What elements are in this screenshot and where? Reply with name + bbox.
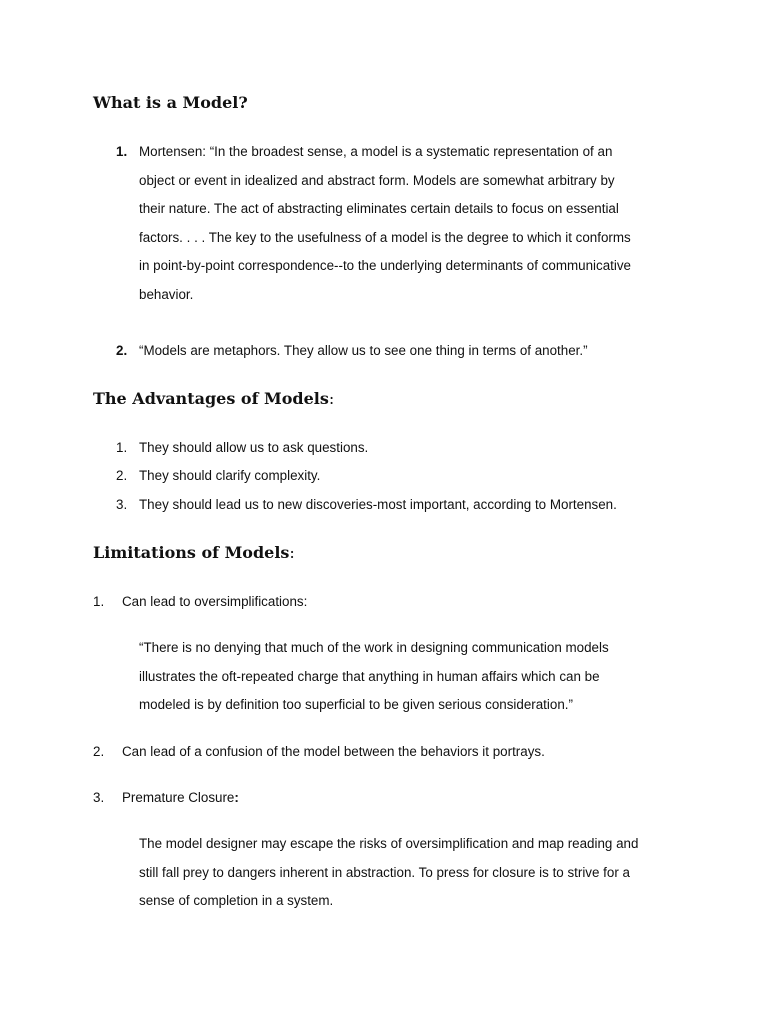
text-line: “There is no denying that much of the work in designing communication models	[139, 640, 609, 655]
heading-colon: :	[328, 389, 335, 408]
list-number: 2.	[116, 343, 128, 358]
text-line: behavior.	[139, 286, 194, 302]
list-item	[122, 784, 682, 813]
heading-colon: :	[289, 543, 295, 562]
list-item: They should allow us to ask questions.	[139, 440, 369, 455]
list-number: 1.	[93, 594, 105, 609]
mortensen-definition	[139, 138, 674, 309]
oversimplification-quote	[139, 634, 674, 720]
metaphor-quote: “Models are metaphors. They allow us to see one thing in terms of another.”	[139, 343, 588, 358]
text-line: factors. . . . The key to the usefulness of a model is the degree to which it conforms	[139, 229, 631, 245]
list-number: 3.	[93, 790, 105, 805]
list-number: 1.	[116, 144, 128, 159]
list-number: 2.	[93, 744, 105, 759]
text-line: modeled is by definition too superficial to be given serious consideration.”	[139, 697, 573, 712]
list-number: 1.	[116, 440, 128, 455]
heading-limitations-of-models	[93, 543, 295, 563]
item-colon: :	[234, 790, 239, 805]
heading-text: Limitations of Models	[93, 543, 290, 562]
text-line: sense of completion in a system.	[139, 893, 334, 908]
item-text: Premature Closure	[122, 790, 235, 805]
heading-text: The Advantages of Models	[93, 389, 329, 408]
text-line: illustrates the oft-repeated charge that anything in human affairs which can be	[139, 668, 600, 684]
list-item: They should clarify complexity.	[139, 468, 321, 483]
list-number: 2.	[116, 468, 128, 483]
text-line: Mortensen: “In the broadest sense, a model is a systematic representation of an	[139, 144, 613, 159]
list-item: Can lead of a confusion of the model between the behaviors it portrays.	[122, 744, 545, 759]
heading-text: What is a Model?	[93, 93, 248, 112]
text-line: object or event in idealized and abstract form. Models are somewhat arbitrary by	[139, 172, 615, 188]
text-line: their nature. The act of abstracting eliminates certain details to focus on essential	[139, 201, 619, 216]
text-line: in point-by-point correspondence--to the underlying determinants of communicative	[139, 258, 631, 273]
list-number: 3.	[116, 497, 128, 512]
text-line: The model designer may escape the risks of oversimplification and map reading and	[139, 836, 639, 851]
list-item: They should lead us to new discoveries-most important, according to Mortensen.	[139, 497, 617, 512]
list-item: Can lead to oversimplifications:	[122, 594, 308, 609]
heading-advantages-of-models	[93, 389, 334, 409]
premature-closure-paragraph	[139, 830, 674, 916]
heading-what-is-a-model	[93, 93, 248, 113]
text-line: still fall prey to dangers inherent in abstraction. To press for closure is to strive for a	[139, 864, 630, 880]
